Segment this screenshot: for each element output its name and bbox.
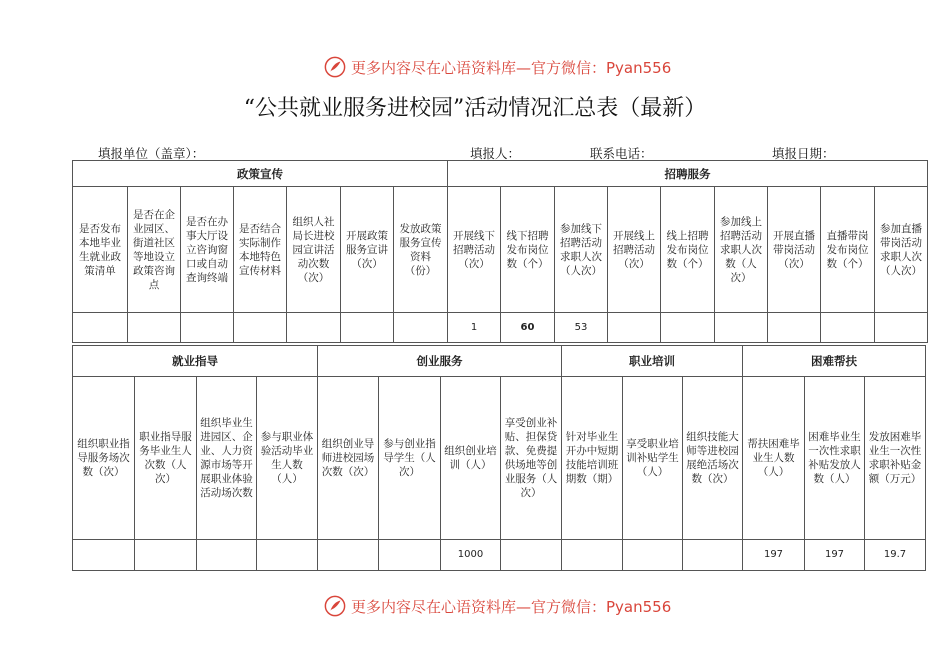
- value-cell: [683, 540, 743, 571]
- value-cell: [135, 540, 197, 571]
- value-cell: [608, 313, 661, 343]
- column-header: 直播带岗发布岗位数（个）: [821, 187, 875, 313]
- section-entrepreneurship: 创业服务: [318, 346, 562, 377]
- column-header: 是否在办事大厅设立咨询窗口或自动查询终端: [181, 187, 234, 313]
- value-cell: [715, 313, 768, 343]
- value-cell: [394, 313, 448, 343]
- value-cell: [197, 540, 257, 571]
- section-training: 职业培训: [562, 346, 743, 377]
- column-header: 针对毕业生开办中短期技能培训班期数（期）: [562, 377, 623, 540]
- watermark-text: 更多内容尽在心语资料库—官方微信：Pyan556: [351, 58, 672, 77]
- value-cell: [821, 313, 875, 343]
- column-header: 组织创业培训（人）: [441, 377, 501, 540]
- column-header: 开展直播带岗活动（次）: [768, 187, 821, 313]
- page-title: “公共就业服务进校园”活动情况汇总表（最新）: [243, 96, 707, 121]
- value-cell: [257, 540, 318, 571]
- value-cell: [661, 313, 715, 343]
- value-cell: 197: [805, 540, 865, 571]
- header-phone: 联系电话：: [590, 146, 653, 161]
- column-header: 线上招聘发布岗位数（个）: [661, 187, 715, 313]
- policy-recruitment-table: [72, 160, 928, 343]
- value-cell: [234, 313, 287, 343]
- header-reporter: 填报人：: [470, 146, 521, 161]
- value-cell: [181, 313, 234, 343]
- column-header: 线下招聘发布岗位数（个）: [501, 187, 555, 313]
- value-cell: 60: [501, 313, 555, 343]
- section-guidance: 就业指导: [73, 346, 318, 377]
- column-header: 开展线上招聘活动（次）: [608, 187, 661, 313]
- header-date: 填报日期：: [772, 146, 835, 161]
- section-policy: 政策宣传: [73, 161, 448, 187]
- section-hardship-support: 困难帮扶: [743, 346, 926, 377]
- column-header: 参加线下招聘活动求职人次（人次）: [555, 187, 608, 313]
- column-header: 享受职业培训补贴学生（人）: [623, 377, 683, 540]
- value-cell: 1000: [441, 540, 501, 571]
- feather-logo-icon: [324, 56, 346, 78]
- column-header: 是否结合实际制作本地特色宣传材料: [234, 187, 287, 313]
- column-header: 困难毕业生一次性求职补贴发放人数（人）: [805, 377, 865, 540]
- column-header: 发放政策服务宣传资料（份）: [394, 187, 448, 313]
- section-recruitment: 招聘服务: [448, 161, 928, 187]
- header-unit: 填报单位（盖章）：: [98, 146, 205, 161]
- feather-logo-icon: [324, 595, 346, 617]
- value-cell: [875, 313, 928, 343]
- value-cell: [73, 540, 135, 571]
- column-header: 是否发布本地毕业生就业政策清单: [73, 187, 128, 313]
- column-header: 组织毕业生进园区、企业、人力资源市场等开展职业体验活动场次数: [197, 377, 257, 540]
- column-header: 组织人社局长进校园宣讲活动次数（次）: [287, 187, 341, 313]
- value-cell: [768, 313, 821, 343]
- value-cell: 53: [555, 313, 608, 343]
- watermark-bottom: [324, 594, 671, 618]
- value-cell: 1: [448, 313, 501, 343]
- value-cell: [562, 540, 623, 571]
- column-header: 职业指导服务毕业生人次数（人次）: [135, 377, 197, 540]
- guidance-support-table: [72, 345, 926, 571]
- column-header: 参与创业指导学生（人次）: [379, 377, 441, 540]
- column-header: 参与职业体验活动毕业生人数（人）: [257, 377, 318, 540]
- value-cell: [501, 540, 562, 571]
- column-header: 发放困难毕业生一次性求职补贴金额（万元）: [865, 377, 926, 540]
- watermark-top: [324, 55, 671, 79]
- column-header: 开展线下招聘活动（次）: [448, 187, 501, 313]
- value-cell: [623, 540, 683, 571]
- column-header: 参加线上招聘活动求职人次数（人次）: [715, 187, 768, 313]
- value-cell: [379, 540, 441, 571]
- value-cell: 19.7: [865, 540, 926, 571]
- value-cell: [318, 540, 379, 571]
- column-header: 开展政策服务宣讲（次）: [341, 187, 394, 313]
- watermark-text: 更多内容尽在心语资料库—官方微信：Pyan556: [351, 597, 672, 616]
- column-header: 帮扶困难毕业生人数（人）: [743, 377, 805, 540]
- value-cell: 197: [743, 540, 805, 571]
- column-header: 组织职业指导服务场次数（次）: [73, 377, 135, 540]
- column-header: 参加直播带岗活动求职人次（人次）: [875, 187, 928, 313]
- value-cell: [128, 313, 181, 343]
- value-cell: [287, 313, 341, 343]
- column-header: 享受创业补贴、担保贷款、免费提供场地等创业服务（人次）: [501, 377, 562, 540]
- column-header: 组织创业导师进校园场次数（次）: [318, 377, 379, 540]
- column-header: 组织技能大师等进校园展绝活场次数（次）: [683, 377, 743, 540]
- value-cell: [73, 313, 128, 343]
- value-cell: [341, 313, 394, 343]
- column-header: 是否在企业园区、街道社区等地设立政策咨询点: [128, 187, 181, 313]
